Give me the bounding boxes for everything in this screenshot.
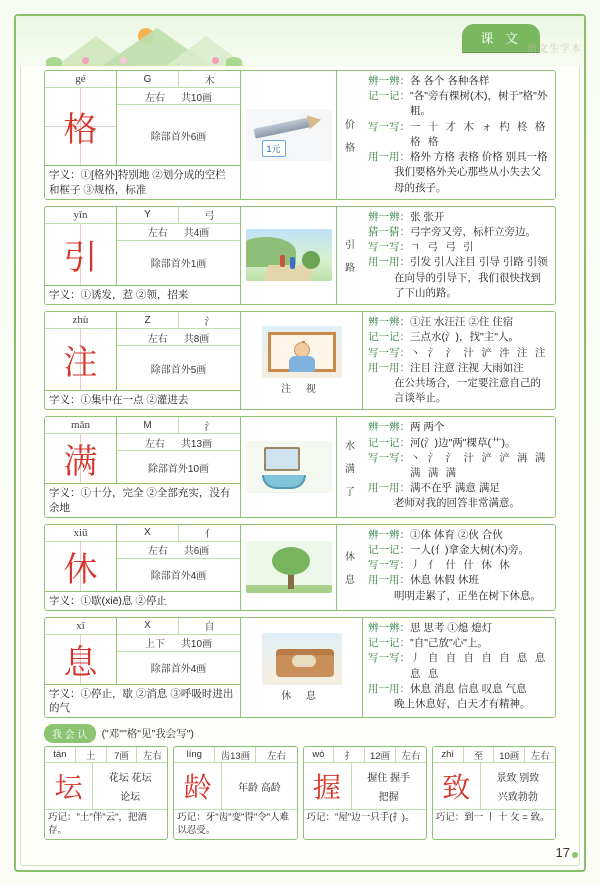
price-tag-label: 1元	[262, 140, 286, 157]
illustration-word: 路	[345, 263, 355, 275]
illustration-caption: 休 息	[281, 691, 322, 703]
extra-strokes: 除部首外10画	[147, 463, 210, 475]
pencil-icon	[253, 117, 310, 138]
radical: 自	[204, 622, 215, 634]
illustration-word: 息	[345, 575, 355, 587]
illustration-word: 水	[345, 440, 355, 452]
bian-label: 辨一辨：	[368, 421, 410, 434]
yong-text: 格外 方格 表格 价格 别具一格	[410, 151, 548, 164]
stroke-count: 齿13画	[215, 747, 256, 762]
corner-decoration-text: 语文生字本	[527, 44, 582, 55]
initial-letter: G	[117, 71, 179, 87]
illustration-word-list	[337, 207, 363, 304]
memory-tip: 巧记：到一 丨 十 攵 = 致。	[433, 809, 555, 839]
structure: 左右	[401, 750, 421, 762]
person-body-icon	[289, 356, 315, 372]
flower-icon	[120, 57, 127, 64]
stroke-count: 共13画	[180, 438, 213, 450]
illustration-word-list	[337, 417, 363, 516]
word: 兴致勃勃	[497, 792, 538, 804]
pinyin: xiū	[45, 525, 116, 542]
yong-label: 用一用：	[368, 482, 410, 495]
big-character: 龄	[174, 763, 222, 809]
character-card	[44, 311, 556, 410]
yong-text: 引发 引人注目 引导 引路 引领	[410, 256, 548, 269]
character-detail-panel	[363, 417, 555, 516]
flower-icon	[82, 57, 89, 64]
character-left-panel	[45, 618, 241, 717]
character-entries	[44, 70, 556, 840]
section-badge: 我 会 认	[44, 724, 96, 743]
word: 把握	[378, 792, 399, 804]
word: 年龄 高龄	[237, 782, 281, 794]
structure: 左右	[266, 750, 286, 762]
illustration-image	[246, 109, 332, 161]
word: 花坛 花坛	[108, 773, 152, 785]
character-detail-panel	[363, 525, 555, 610]
flower-icon	[212, 57, 219, 64]
stroke-count: 共4画	[183, 228, 210, 240]
pinyin: mǎn	[45, 417, 116, 434]
initial-letter: M	[117, 417, 179, 433]
stroke-count: 12画	[365, 747, 396, 762]
illustration-word: 满	[345, 463, 355, 475]
well-icon	[264, 447, 300, 471]
pinyin: tán	[45, 747, 76, 762]
character-meaning: 字义：①[格外]特别地 ②划分成的空栏和框子 ③规格，标准	[45, 165, 240, 198]
structure: 左右	[530, 750, 550, 762]
pinyin: líng	[174, 747, 215, 762]
chapter-tab: 课 文	[462, 24, 540, 52]
extra-strokes: 除部首外6画	[150, 131, 207, 143]
big-character: 坛	[45, 763, 93, 809]
illustration-image	[246, 541, 332, 593]
character-meaning: 字义：①集中在一点 ②灌进去	[45, 390, 240, 409]
section-note: ("邓""格"见"我会写")	[101, 728, 194, 741]
xie-label: 写一写：	[368, 241, 410, 254]
recognize-card	[173, 746, 297, 840]
character-card	[44, 524, 556, 611]
bian-text: 两 两个	[410, 421, 445, 434]
word: 论坛	[120, 792, 141, 804]
character-detail-panel	[363, 71, 555, 199]
character-detail-panel	[363, 312, 555, 409]
illustration-image	[246, 441, 332, 493]
ji-label: 记一记：	[368, 637, 410, 650]
memory-tip: 巧记："土"伴"云"，把酒存。	[45, 809, 167, 839]
initial-letter: Y	[117, 207, 179, 223]
character-meaning: 字义：①歇(xiē)息 ②停止	[45, 591, 240, 610]
illustration-word: 格	[345, 142, 355, 154]
initial-letter: X	[117, 618, 179, 634]
character-detail-panel	[363, 207, 555, 304]
stroke-count: 7画	[107, 747, 138, 762]
pinyin: wò	[304, 747, 335, 762]
recognize-card	[432, 746, 556, 840]
ji-text: 一人(亻)拿金大树(木)旁。	[410, 543, 529, 556]
stroke-count: 共10画	[180, 639, 213, 651]
example-sentence: 在公共场合，一定要注意自己的言谈举止。	[394, 376, 541, 405]
example-sentence: 晚上休息好，白天才有精神。	[394, 697, 531, 710]
initial-letter: Z	[117, 312, 179, 328]
stroke-order: 一 十 才 木 ォ 杓 柊 格 格 格	[410, 120, 548, 148]
illustration-well-water	[241, 417, 337, 516]
pinyin: zhì	[433, 747, 464, 762]
bian-text: 张 张开	[410, 210, 445, 223]
illustration-caption: 注 视	[281, 384, 322, 396]
extra-strokes: 除部首外5画	[150, 364, 207, 376]
extra-strokes: 除部首外4画	[150, 664, 207, 676]
character-left-panel	[45, 417, 241, 516]
extra-strokes: 除部首外4画	[150, 571, 207, 583]
example-sentence: 我们要格外关心那些从小失去父母的孩子。	[394, 166, 541, 194]
big-character: 格	[45, 88, 116, 165]
pinyin: gé	[45, 71, 116, 88]
stroke-count: 共10画	[180, 92, 213, 104]
big-character: 注	[45, 329, 116, 390]
yong-text: 休息 消息 信息 叹息 气息	[410, 682, 527, 695]
xie-label: 写一写：	[368, 559, 410, 572]
example-sentence: 老师对我的回答非常满意。	[394, 497, 520, 510]
illustration-tree-rest	[241, 525, 337, 610]
structure: 左右	[144, 92, 165, 104]
example-sentence: 在向导的引导下，我们很快找到了下山的路。	[394, 271, 541, 299]
stroke-order: 丶 氵 氵 汁 浐 汼 注 注	[410, 346, 548, 359]
big-character: 致	[433, 763, 481, 809]
yong-label: 用一用：	[368, 682, 410, 695]
illustration-image	[246, 229, 332, 281]
pinyin: yǐn	[45, 207, 116, 224]
yong-text: 注目 注意 注视 大雨如注	[410, 361, 524, 374]
bian-label: 辨一辨：	[368, 210, 410, 223]
recognize-card	[44, 746, 168, 840]
yong-label: 用一用：	[368, 574, 410, 587]
ji-text: 三点水(氵)，找"主"人。	[410, 331, 519, 344]
radical: 木	[204, 75, 215, 87]
bian-label: 辨一辨：	[368, 316, 410, 329]
pinyin: xī	[45, 618, 116, 635]
character-detail-panel	[363, 618, 555, 717]
character-meaning: 字义：①十分，完全 ②全部充实，没有余地	[45, 483, 240, 516]
character-card	[44, 416, 556, 517]
big-character: 引	[45, 224, 116, 285]
yong-label: 用一用：	[368, 361, 410, 374]
bian-text: 各 各个 各种各样	[410, 75, 490, 87]
character-left-panel	[45, 207, 241, 304]
structure: 左右	[142, 750, 162, 762]
yong-text: 休息 休假 休班	[410, 574, 479, 587]
big-character: 满	[45, 434, 116, 483]
structure: 左右	[147, 228, 168, 240]
radical: 亻	[204, 529, 215, 541]
cai-label: 猜一猜：	[368, 225, 410, 238]
hill-shape	[246, 237, 296, 267]
extra-strokes: 除部首外1画	[150, 259, 207, 271]
word: 景致 别致	[496, 773, 540, 785]
radical: 弓	[204, 211, 215, 223]
big-character: 休	[45, 542, 116, 591]
word: 握住 握手	[367, 773, 411, 785]
radical: 至	[464, 747, 495, 762]
tree-crown-icon	[272, 547, 310, 575]
radical: 扌	[334, 747, 365, 762]
illustration-word: 了	[345, 486, 355, 498]
bian-text: ①体 体育 ②伙 合伙	[410, 528, 503, 541]
structure: 左右	[144, 438, 165, 450]
person-icon	[290, 257, 295, 269]
ji-label: 记一记：	[368, 90, 410, 103]
xie-label: 写一写：	[368, 346, 410, 359]
structure: 左右	[147, 546, 168, 558]
cai-text: 弓字旁又旁，标杆立旁边。	[410, 225, 536, 238]
memory-tip: 巧记："屋"边一只手(扌)。	[304, 809, 426, 839]
illustration-word: 引	[345, 240, 355, 252]
ji-label: 记一记：	[368, 331, 410, 344]
xie-label: 写一写：	[368, 652, 410, 665]
stroke-order: 丿 自 自 自 自 自 息 息 息 息	[410, 652, 548, 680]
example-sentence: 明明走累了，正坐在树下休息。	[394, 589, 541, 602]
bian-text: 思 思考 ①熄 熄灯	[410, 621, 493, 634]
big-character: 握	[304, 763, 352, 809]
character-meaning: 字义：①停止，歇 ②消息 ③呼吸时进出的气	[45, 684, 240, 717]
ji-text: "各"旁有棵树(木)，树于"格"外粗。	[410, 90, 548, 118]
illustration-word: 休	[345, 552, 355, 564]
bian-label: 辨一辨：	[368, 528, 410, 541]
memory-tip: 巧记：牙"齿"变"得"令"人难以忍受。	[174, 809, 296, 839]
tree-icon	[302, 251, 320, 269]
illustration-word: 价	[345, 119, 355, 131]
xie-label: 写一写：	[368, 120, 410, 133]
character-card	[44, 617, 556, 718]
yong-text: 满不在乎 满意 满足	[410, 482, 500, 495]
illustration-image	[262, 326, 342, 378]
radical: 氵	[204, 316, 215, 328]
person-icon	[292, 655, 316, 667]
person-icon	[280, 255, 285, 267]
radical: 氵	[204, 421, 215, 433]
structure: 上下	[144, 639, 165, 651]
ji-text: 河(氵)边"两"棵草(艹)。	[410, 436, 516, 449]
character-left-panel	[45, 525, 241, 610]
radical: 土	[76, 747, 107, 762]
ji-text: "自"己放"心"上。	[410, 637, 488, 650]
illustration-road-scene	[241, 207, 337, 304]
ji-label: 记一记：	[368, 436, 410, 449]
bian-text: ①汪 水汪汪 ②住 住宿	[410, 316, 514, 329]
character-card	[44, 206, 556, 305]
recognize-card-grid	[44, 746, 556, 840]
bian-label: 辨一辨：	[368, 75, 410, 87]
page-number-dot	[572, 852, 578, 858]
character-meaning: 字义：①诱发，惹 ②领，招来	[45, 285, 240, 304]
yong-label: 用一用：	[368, 256, 410, 269]
yong-label: 用一用：	[368, 151, 410, 164]
illustration-word-list	[337, 525, 363, 610]
leaf-decoration	[226, 57, 242, 66]
character-left-panel	[45, 312, 241, 409]
big-character: 息	[45, 635, 116, 684]
illustration-word-list	[337, 71, 363, 199]
illustration-window-person	[241, 312, 363, 409]
page-number: 17	[555, 845, 570, 860]
pinyin: zhù	[45, 312, 116, 329]
water-basin-icon	[262, 475, 306, 489]
character-card	[44, 70, 556, 200]
xie-label: 写一写：	[368, 451, 410, 464]
stroke-count: 共8画	[183, 333, 210, 345]
illustration-image	[262, 633, 342, 685]
stroke-order: 丶 氵 氵 汁 浐 浐 洅 满 满 满 满	[410, 451, 548, 480]
initial-letter: X	[117, 525, 179, 541]
stroke-count: 10画	[494, 747, 525, 762]
illustration-sofa-rest	[241, 618, 363, 717]
stroke-order: 丿 亻 什 什 休 休	[410, 559, 512, 572]
leaf-decoration	[46, 57, 62, 66]
stroke-order: ㄱ 弓 弓 引	[410, 241, 476, 254]
illustration-pencil-price	[241, 71, 337, 199]
recognize-card	[303, 746, 427, 840]
bian-label: 辨一辨：	[368, 621, 410, 634]
recognize-section	[44, 724, 556, 840]
character-left-panel	[45, 71, 241, 199]
structure: 左右	[147, 333, 168, 345]
stroke-count: 共6画	[183, 546, 210, 558]
ji-label: 记一记：	[368, 543, 410, 556]
